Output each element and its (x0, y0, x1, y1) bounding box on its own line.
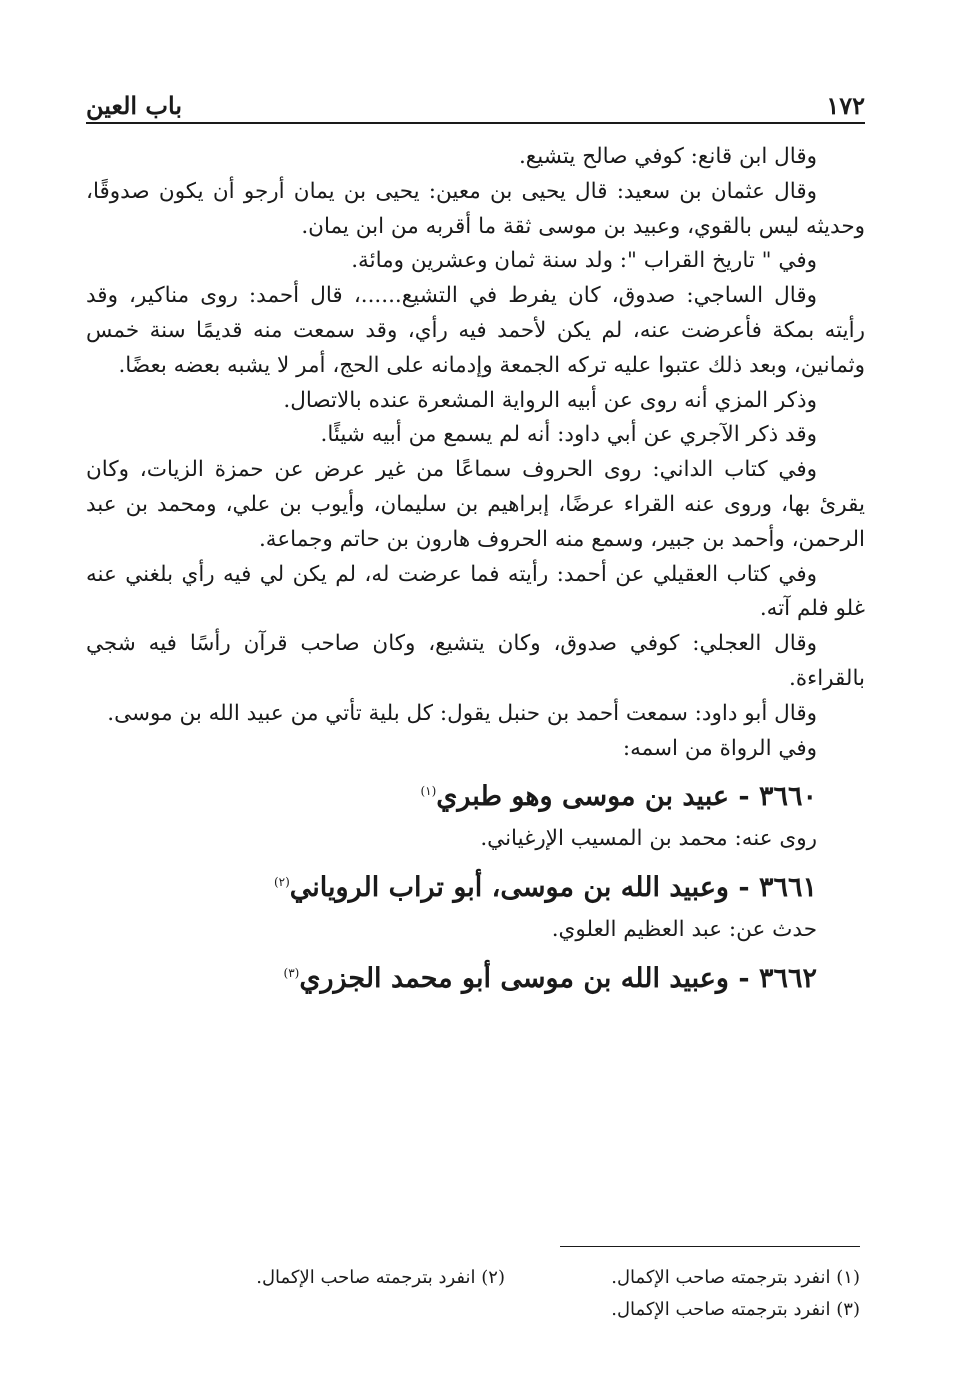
entry-name: وعبيد الله بن موسى، أبو تراب الروياني (289, 872, 729, 904)
footnote-row (160, 1262, 860, 1294)
entry-number: ٣٦٦٢ (758, 962, 817, 994)
footnote-ref: (٢) (273, 875, 290, 890)
entry-name: عبيد بن موسى وهو طبري (436, 781, 729, 813)
paragraph: وفي " تاريخ القراب ": ولد سنة ثمان وعشرين ومائة. (351, 248, 817, 274)
page-header (86, 84, 865, 124)
entry-number: ٣٦٦٠ (758, 781, 817, 813)
paragraph: وقال الساجي: صدوق، كان يفرط في التشيع......، قال أحمد: روى مناكير، وقد رأيته بمكة فأعرضت عنه، لم يكن لأحمد فيه رأي، وقد سمعت منه قديمًا سنة خمس وثمانين، وبعد ذلك عتبوا عليه تركه الجمعة وإدمانه على الحج، أمر لا يشبه بعضه بعضًا. (86, 283, 865, 378)
entry-heading: ٣٦٦٢ - وعبيد الله بن موسى أبو محمد الجزري$^{(٣)}$ (283, 962, 817, 994)
footnote-ref: (١) (420, 784, 437, 799)
entry-heading: ٣٦٦١ - وعبيد الله بن موسى، أبو تراب الروياني$^{(٢)}$ (273, 872, 817, 904)
footnote-ref: (٣) (283, 965, 300, 980)
footnote: (٣) انفرد بترجمته صاحب الإكمال. (611, 1299, 860, 1320)
main-text (86, 140, 865, 1004)
footnotes (160, 1262, 860, 1326)
entry-number: ٣٦٦١ (758, 872, 817, 904)
footnote-row (160, 1294, 860, 1326)
entry-heading: ٣٦٦٠ - عبيد بن موسى وهو طبري$^{(١)}$ (420, 781, 817, 813)
paragraph: وقال عثمان بن سعيد: قال يحيى بن معين: يحيى بن يمان أرجو أن يكون صدوقًا، وحديثه ليس بالقوي، وعبيد بن موسى ثقة ما أقربه من ابن يمان. (86, 178, 865, 239)
paragraph: وفي الرواة من اسمه: (622, 735, 817, 761)
page-number: ١٧٢ (826, 91, 865, 120)
paragraph: وقال ابن قانع: كوفي صالح يتشيع. (518, 144, 817, 169)
paragraph: وفي كتاب الداني: روى الحروف سماعًا من غير عرض عن حمزة الزيات، وكان يقرئ بها، وروى عنه القراء عرضًا، إبراهيم بن سليمان، وأيوب بن علي، ومحمد بن عبد الرحمن، وأحمد بن جبير، وسمع منه الحروف هارون بن حاتم وجماعة. (86, 457, 865, 552)
chapter-title: باب العين (86, 91, 183, 120)
paragraph: وقال العجلي: كوفي صدوق، وكان يتشيع، وكان صاحب قرآن رأسًا فيه شجي بالقراءة. (86, 631, 865, 691)
paragraph: وقال أبو داود: سمعت أحمد بن حنبل يقول: كل بلية تأتي من عبيد الله بن موسى. (107, 700, 817, 726)
entry-detail: روى عنه: محمد بن المسيب الإرغياني. (480, 826, 817, 852)
footnote-separator (560, 1246, 860, 1247)
entry-detail: حدث عن: عبد العظيم العلوي. (551, 917, 817, 943)
footnote: (٢) انفرد بترجمته صاحب الإكمال. (256, 1267, 505, 1288)
paragraph: وذكر المزي أنه روى عن أبيه الرواية المشعرة عنده بالاتصال. (283, 387, 817, 413)
footnote: (١) انفرد بترجمته صاحب الإكمال. (611, 1267, 860, 1288)
entry-name: وعبيد الله بن موسى أبو محمد الجزري (299, 962, 729, 994)
paragraph: وفي كتاب العقيلي عن أحمد: رأيته فما عرضت له، لم يكن لي فيه رأي بلغني عنه غلو فلم آته. (86, 561, 865, 622)
paragraph: وقد ذكر الآجري عن أبي داود: أنه لم يسمع من أبيه شيئًا. (320, 422, 817, 448)
